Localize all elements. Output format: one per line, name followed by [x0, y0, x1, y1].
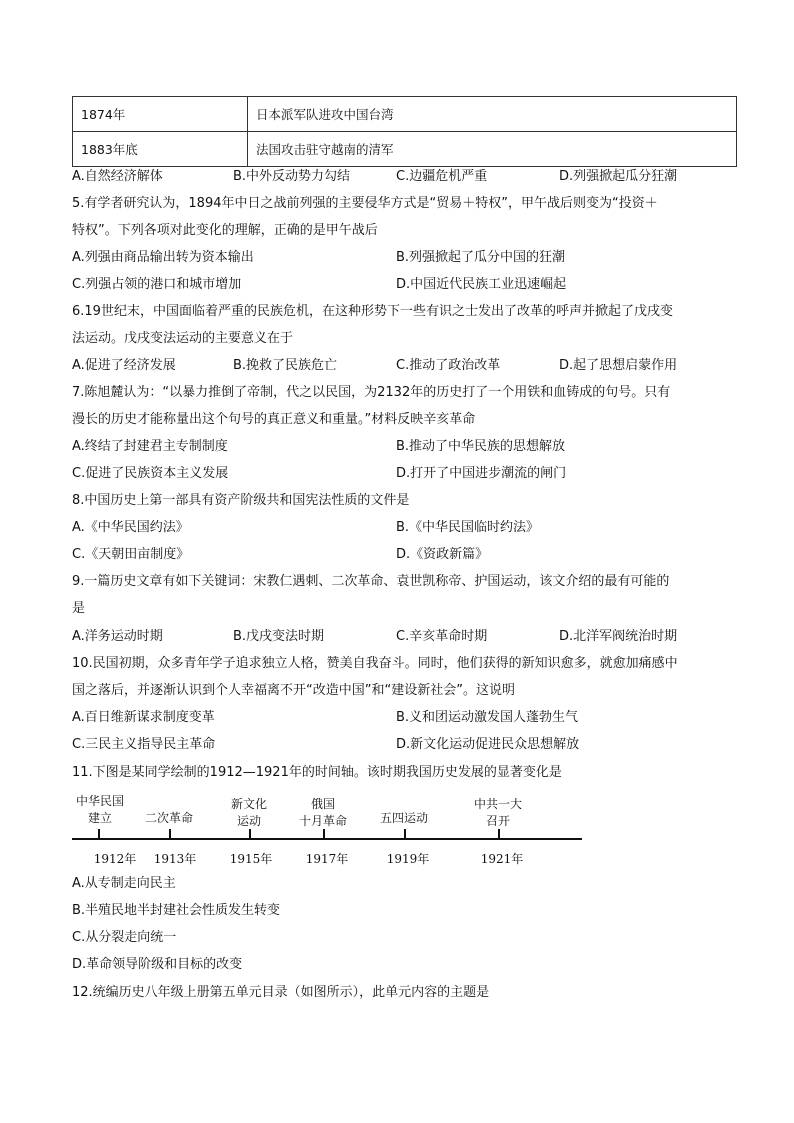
timeline-year: 1917年 [305, 852, 349, 866]
table-row [73, 132, 737, 167]
timeline-event-label: 二次革命 [144, 811, 194, 825]
q8-stem-line-1: 8.中国历史上第一部具有资产阶级共和国宪法性质的文件是 [72, 493, 410, 508]
table-cell-year: 1874年 [73, 97, 248, 132]
q4-option-d: D.列强掀起瓜分狂潮 [559, 169, 678, 184]
q10-stem-line-1: 10.民国初期，众多青年学子追求独立人格，赞美自我奋斗。同时，他们获得的新知识愈多，就愈加痛感中 [72, 656, 678, 671]
timeline-event-label: 五四运动 [379, 811, 429, 825]
timeline-year: 1921年 [480, 852, 524, 866]
q6-stem-line-1: 6.19世纪末，中国面临着严重的民族危机，在这种形势下一些有识之士发出了改革的呼声并掀起了戊戌变 [72, 304, 673, 319]
q4-option-c: C.边疆危机严重 [396, 169, 488, 184]
q4-option-b: B.中外反动势力勾结 [233, 169, 351, 184]
q5-stem-line-2: 特权”。下列各项对此变化的理解，正确的是甲午战后 [72, 223, 378, 238]
q5-option-c: C.列强占领的港口和城市增加 [72, 277, 242, 292]
q10-stem-line-2: 国之落后，并逐渐认识到个人幸福离不开“改造中国”和“建设新社会”。这说明 [72, 683, 515, 698]
q11-option-d: D.革命领导阶级和目标的改变 [72, 957, 243, 972]
q10-option-c: C.三民主义指导民主革命 [72, 737, 216, 752]
q10-option-d: D.新文化运动促进民众思想解放 [396, 737, 580, 752]
table-row [73, 97, 737, 132]
q7-stem-line-2: 漫长的历史才能称量出这个句号的真正意义和重量。”材料反映辛亥革命 [72, 412, 476, 427]
q9-option-b: B.戊戌变法时期 [233, 629, 325, 644]
q8-option-a: A.《中华民国约法》 [72, 520, 189, 535]
q5-option-a: A.列强由商品输出转为资本输出 [72, 250, 254, 265]
q4-option-a: A.自然经济解体 [72, 169, 163, 184]
q5-option-d: D.中国近代民族工业迅速崛起 [396, 277, 567, 292]
q12-stem-line-1: 12.统编历史八年级上册第五单元目录（如图所示），此单元内容的主题是 [72, 985, 490, 1000]
timeline-event-label: 中共一大 召开 [473, 797, 523, 828]
timeline-axis [72, 838, 582, 840]
q5-option-b: B.列强掀起了瓜分中国的狂潮 [396, 250, 566, 265]
table-cell-year: 1883年底 [73, 132, 248, 167]
timeline-year: 1912年 [93, 852, 137, 866]
q11-option-c: C.从分裂走向统一 [72, 930, 177, 945]
q9-option-a: A.洋务运动时期 [72, 629, 163, 644]
timeline-event-label: 俄国 十月革命 [298, 797, 348, 828]
q10-option-a: A.百日维新谋求制度变革 [72, 710, 215, 725]
timeline-year: 1913年 [153, 852, 197, 866]
timeline-year: 1919年 [386, 852, 430, 866]
table-cell-event: 法国攻击驻守越南的清军 [248, 132, 737, 167]
q5-stem-line-1: 5.有学者研究认为，1894年中日之战前列强的主要侵华方式是“贸易＋特权”，甲午战后则变为“投资＋ [72, 196, 658, 211]
q6-option-b: B.挽救了民族危亡 [233, 358, 338, 373]
q6-option-c: C.推动了政治改革 [396, 358, 501, 373]
timeline-event-label: 新文化 运动 [230, 797, 268, 828]
q6-option-a: A.促进了经济发展 [72, 358, 176, 373]
q7-option-d: D.打开了中国进步潮流的闸门 [396, 466, 567, 481]
q9-option-d: D.北洋军阀统治时期 [559, 629, 678, 644]
q7-option-c: C.促进了民族资本主义发展 [72, 466, 229, 481]
table-cell-event: 日本派军队进攻中国台湾 [248, 97, 737, 132]
event-table [72, 96, 737, 167]
q8-option-b: B.《中华民国临时约法》 [396, 520, 540, 535]
q9-stem-line-1: 9.一篇历史文章有如下关键词：宋教仁遇刺、二次革命、袁世凯称帝、护国运动，该文介绍的最有可能的 [72, 574, 670, 589]
q10-option-b: B.义和团运动激发国人蓬勃生气 [396, 710, 579, 725]
q8-option-d: D.《资政新篇》 [396, 547, 489, 562]
q7-stem-line-1: 7.陈旭麓认为：“以暴力推倒了帝制，代之以民国，为2132年的历史打了一个用铁和血铸成的句号。只有 [72, 385, 671, 400]
timeline-year: 1915年 [229, 852, 273, 866]
q6-stem-line-2: 法运动。戊戌变法运动的主要意义在于 [72, 331, 294, 346]
q8-option-c: C.《天朝田亩制度》 [72, 547, 190, 562]
q9-stem-line-2: 是 [72, 601, 86, 616]
q7-option-b: B.推动了中华民族的思想解放 [396, 439, 566, 454]
timeline-event-label: 中华民国 建立 [75, 794, 125, 825]
q7-option-a: A.终结了封建君主专制制度 [72, 439, 228, 454]
q11-option-b: B.半殖民地半封建社会性质发生转变 [72, 903, 281, 918]
q6-option-d: D.起了思想启蒙作用 [559, 358, 678, 373]
q11-stem-line-1: 11.下图是某同学绘制的1912—1921年的时间轴。该时期我国历史发展的显著变化是 [72, 765, 562, 780]
q11-option-a: A.从专制走向民主 [72, 876, 176, 891]
q9-option-c: C.辛亥革命时期 [396, 629, 488, 644]
